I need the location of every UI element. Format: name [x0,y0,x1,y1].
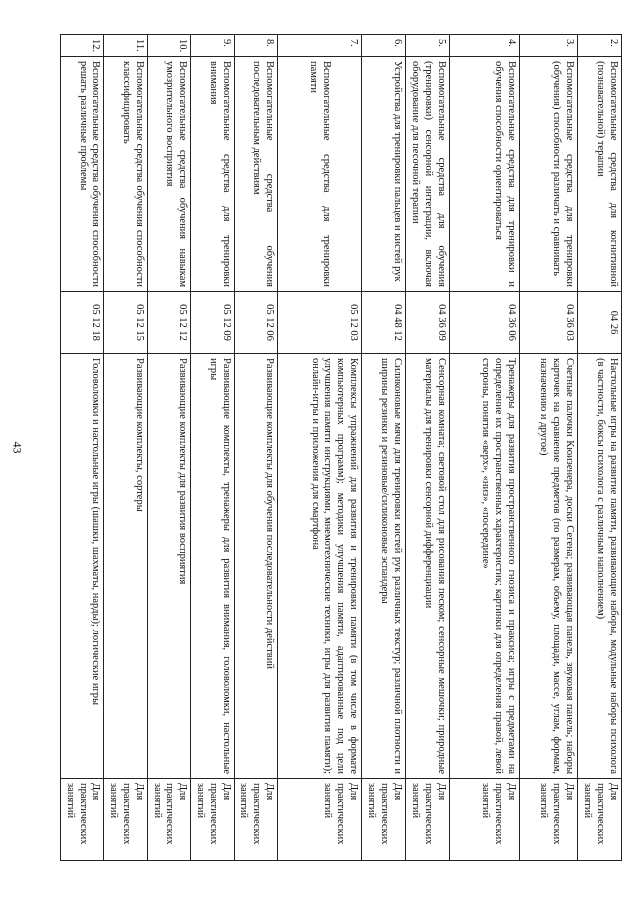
table-row [104,35,147,861]
item-purpose: Для практических занятий [520,779,578,861]
item-purpose: Для практических занятий [450,779,520,861]
item-purpose: Для практических занятий [191,779,234,861]
row-number: 6. [362,35,406,57]
item-purpose: Для практических занятий [362,779,406,861]
item-code: 04 36 06 [450,292,520,354]
item-code: 05 12 06 [234,292,277,354]
page-number [0,0,34,902]
table-row [147,35,190,861]
item-code: 04 26 [578,292,622,354]
row-number: 2. [578,35,622,57]
item-code: 04 36 09 [406,292,450,354]
row-number: 8. [234,35,277,57]
item-name: Вспомогательные средства для когнитивной (познавательной) терапии [578,57,622,292]
table-row [578,35,622,861]
item-name: Вспомогательные средства для тренировки и обучения способности ориентироваться [450,57,520,292]
item-code: 05 12 18 [61,292,104,354]
page-number-text: 43 [10,441,25,454]
row-number: 4. [450,35,520,57]
item-name: Устройства для тренировки пальцев и кистей рук [362,57,406,292]
item-examples: Комплексы упражнений для развития и тренировки памяти (в том числе в формате компьютерных программ); методики улучшения памяти, адаптированные под цели улучшения памяти инструкциями, мнемотехнические техники, игры для развития памяти); онлайн-игры и приложения для смартфона [278,354,362,779]
item-purpose: Для практических занятий [278,779,362,861]
item-purpose: Для практических занятий [147,779,190,861]
table-row [520,35,578,861]
table-row [234,35,277,861]
table-row [450,35,520,861]
item-code: 05 12 15 [104,292,147,354]
item-purpose: Для практических занятий [578,779,622,861]
item-name: Вспомогательные средства для обучения (тренировки) сенсорной интеграции, включая оборудование для песочной терапии [406,57,450,292]
row-number: 9. [191,35,234,57]
item-examples: Развивающие комплекты для обучения последовательности действий [234,354,277,779]
item-name: Вспомогательные средства для тренировки памяти [278,57,362,292]
item-examples: Сенсорная комната; световой стол для рисования песком; сенсорные мешочки; природные материалы для тренировки сенсорной дифференциации [406,354,450,779]
item-purpose: Для практических занятий [234,779,277,861]
equipment-table [60,34,622,861]
row-number: 5. [406,35,450,57]
table-row [278,35,362,861]
item-examples: Силиконовые мячи для тренировки кистей рук различных текстур; различной плотности и ширины резинки и резиновые/силиконовые эспандеры [362,354,406,779]
item-examples: Развивающие комплекты для развития восприятия [147,354,190,779]
row-number: 12. [61,35,104,57]
item-examples: Тренажеры для развития пространственного гнозиса и праксиса; игры с предметами на определение их пространственных характеристик; картинки для определения правой, левой стороны, понятия «верх», «низ», «посередине» [450,354,520,779]
item-examples: Головоломки и настольные игры (шашки, шахматы, нарды); логические игры [61,354,104,779]
item-purpose: Для практических занятий [406,779,450,861]
item-code: 04 36 03 [520,292,578,354]
item-name: Вспомогательные средства обучения способности решать различные проблемы [61,57,104,292]
item-purpose: Для практических занятий [104,779,147,861]
item-code: 05 12 09 [191,292,234,354]
item-examples: Настольные игры на развитие памяти, развивающие наборы, модульные наборы психолога (в частности, боксы психолога с различным наполнением) [578,354,622,779]
item-code: 05 12 12 [147,292,190,354]
table-row [362,35,406,861]
item-examples: Развивающие комплекты, сортеры [104,354,147,779]
item-code: 04 48 12 [362,292,406,354]
row-number: 10. [147,35,190,57]
table-row [406,35,450,861]
item-examples: Счетные палочки Кюизенера, доски Сегена; развивающая панель, звуковая панель; наборы карточек на сравнение предметов (по размерам, объему, площади, массе, углам, формам, назначению и другое) [520,354,578,779]
item-examples: Развивающие комплекты, тренажеры для развития внимания, головоломки, настольные игры [191,354,234,779]
row-number: 3. [520,35,578,57]
item-purpose: Для практических занятий [61,779,104,861]
table-row [61,35,104,861]
item-name: Вспомогательные средства для тренировки внимания [191,57,234,292]
item-name: Вспомогательные средства обучения способности классифицировать [104,57,147,292]
row-number: 11. [104,35,147,57]
item-code: 05 12 03 [278,292,362,354]
table-row [191,35,234,861]
row-number: 7. [278,35,362,57]
item-name: Вспомогательные средства обучения навыкам умозрительного восприятия [147,57,190,292]
item-name: Вспомогательные средства для тренировки (обучения) способности различать и сравнивать [520,57,578,292]
item-name: Вспомогательные средства обучения последовательным действиям [234,57,277,292]
rotated-table-area [64,34,622,860]
